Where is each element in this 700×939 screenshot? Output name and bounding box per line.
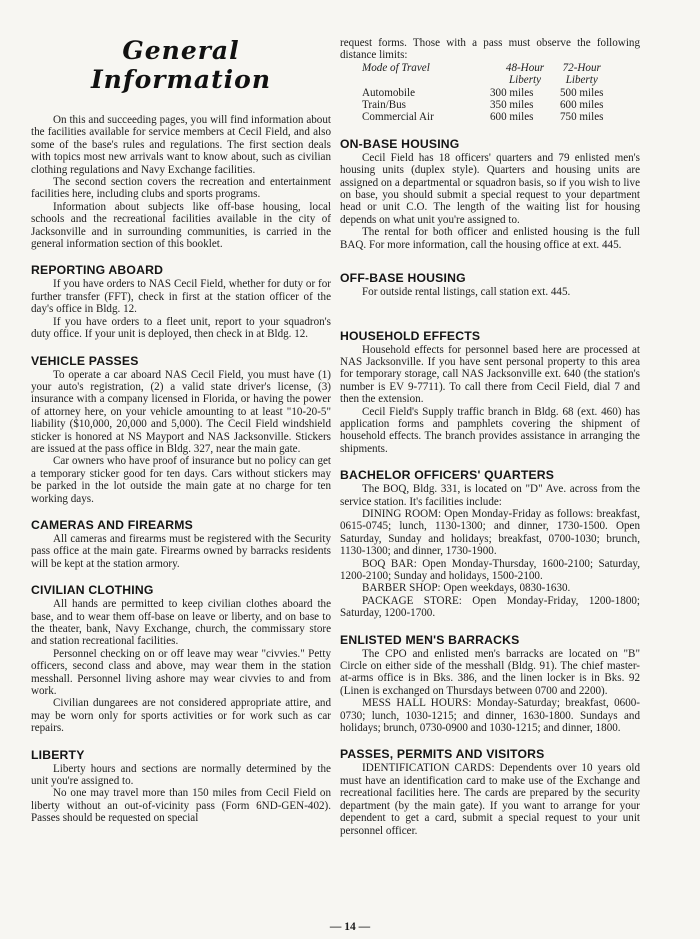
table-header-cell [362, 74, 490, 86]
right-column [340, 37, 640, 837]
section-paragraph: BOQ BAR: Open Monday-Thursday, 1600-2100; Saturday, 1200-2100; Sunday and holidays, 1500-2100. [340, 557, 640, 582]
section-heading: CIVILIAN CLOTHING [31, 583, 154, 598]
section-paragraph: MESS HALL HOURS: Monday-Saturday; breakfast, 0600-0730; lunch, 1030-1215; and dinner, 1630-1800. Sundays and holidays; brunch, 0730-0900 and 1030-1215; and dinner, 1800. [340, 697, 640, 735]
section-on-base-housing [340, 137, 640, 251]
section-paragraph: Car owners who have proof of insurance but no policy can get a temporary sticker good for ten days. Cars without stickers may be parked in the lot outside the main gate at no charge for ten working days. [31, 455, 331, 505]
section-paragraph: If you have orders to a fleet unit, report to your squadron's duty office. If your unit is deployed, then check in at Bldg. 12. [31, 315, 331, 341]
section-off-base-housing [340, 271, 640, 298]
page-title: General Information [90, 36, 272, 94]
table-header-cell: 48-Hour [505, 61, 545, 74]
section-paragraph: Civilian dungarees are not considered appropriate attire, and may be worn only for sports activities or for work such as car repairs. [31, 697, 331, 735]
section-heading: LIBERTY [31, 747, 85, 762]
section-paragraph: If you have orders to NAS Cecil Field, whether for duty or for further transfer (FFT), check in first at the station officer of the day's office in Bldg. 12. [31, 278, 331, 316]
table-row [362, 87, 603, 99]
table-header-cell: Mode of Travel [362, 61, 430, 74]
section-heading: HOUSEHOLD EFFECTS [340, 328, 481, 343]
table-cell: 300 miles [490, 86, 534, 99]
section-paragraph: BARBER SHOP: Open weekdays, 0830-1630. [362, 582, 571, 595]
table-row [362, 111, 603, 123]
section-heading: OFF-BASE HOUSING [340, 271, 466, 286]
table-cell: Train/Bus [362, 99, 406, 112]
section-paragraph: The CPO and enlisted men's barracks are located on "B" Circle on either side of the messhall (Bldg. 91). The chief master-at-arms office is in Bks. 386, and the linen locker is in Bks. 92 (Linen is exchanged on Thursdays between 0700 and 2200). [340, 647, 640, 697]
table-subheader-row [362, 74, 603, 86]
table-cell: 500 miles [560, 86, 604, 99]
section-paragraph: DINING ROOM: Open Monday-Friday as follows: breakfast, 0615-0745; lunch, 1130-1300; and dinner, 1730-1500. Open Saturday, Sunday and holidays; breakfast, 0700-1030; brunch, 1130-1300; and dinner, 1730-1900. [340, 507, 640, 558]
table-cell: 750 miles [560, 111, 604, 124]
intro-paragraph: On this and succeeding pages, you will find information about the facilities available for service members at Cecil Field, and also some of the base's rules and regulations. The first section deals with topics most new arrivals want to know about, such as civilian clothing regulations and Navy Exchange facilities. [31, 114, 331, 176]
section-heading: REPORTING ABOARD [31, 263, 164, 278]
table-cell: Commercial Air [362, 111, 434, 124]
table-header-cell: Liberty [508, 74, 542, 87]
section-heading: VEHICLE PASSES [31, 353, 139, 368]
table-header-cell: Liberty [565, 74, 598, 87]
section-heading: ON-BASE HOUSING [340, 136, 460, 151]
table-cell: Automobile [362, 86, 415, 99]
section-heading: CAMERAS AND FIREARMS [31, 517, 193, 532]
section-household-effects [340, 329, 640, 456]
section-enlisted-mens-barracks [340, 633, 640, 735]
section-paragraph: Personnel checking on or off leave may wear "civvies." Petty officers, second class and above, may wear them in the station messhall. Personnel living ashore may wear civvies to and from work. [31, 647, 331, 698]
section-heading: PASSES, PERMITS AND VISITORS [340, 747, 545, 762]
intro-paragraph: The second section covers the recreation and entertainment facilities here, including clubs and sports programs. [31, 176, 331, 201]
section-paragraph: Liberty hours and sections are normally determined by the unit you're assigned to. [31, 762, 331, 788]
table-cell: 600 miles [560, 99, 604, 112]
section-paragraph: All hands are permitted to keep civilian clothes aboard the base, and to wear them off-base on leave or liberty, and on base to the theater, bank, Navy Exchange, church, the commissary store and station recreational facilities. [31, 598, 331, 648]
section-paragraph: IDENTIFICATION CARDS: Dependents over 10 years old must have an identification card to make use of the Exchange and recreational facilities here. The cards are prepared by the security department (by the main gate). If you want to arrange for your dependent to get a card, submit a special request to your unit personnel officer. [340, 762, 640, 837]
section-paragraph: To operate a car aboard NAS Cecil Field, you must have (1) your auto's registration, (2) a valid state driver's license, (3) insurance with a company licensed in Florida, or having the power of attorney here, on your vehicle amounting to at least "10-20-5" liability ($10,000, 20,000 and 5,000). The Cecil Field windshield sticker is honored at NS Mayport and NAS Jacksonville. Stickers are issued at the pass office in Bldg. 327, near the main gate. [31, 368, 331, 455]
table-cell: 600 miles [490, 111, 534, 124]
section-paragraph: PACKAGE STORE: Open Monday-Friday, 1200-1800; Saturday, 1200-1700. [340, 594, 640, 620]
section-paragraph: No one may travel more than 150 miles from Cecil Field on liberty without an out-of-vicinity pass (Form 6ND-GEN-402). Passes should be requested on special [31, 787, 331, 825]
liberty-continued-paragraph: request forms. Those with a pass must observe the following distance limits: [340, 37, 640, 62]
section-paragraph: For outside rental listings, call station ext. 445. [362, 286, 571, 299]
section-liberty [31, 748, 331, 825]
left-column [31, 36, 331, 825]
section-paragraph: All cameras and firearms must be registered with the Security pass office at the main gate. Firearms owned by barracks residents will be kept at the station armory. [31, 532, 331, 570]
section-paragraph: The BOQ, Bldg. 331, is located on "D" Ave. across from the service station. It's facilities include: [340, 483, 640, 508]
section-vehicle-passes [31, 354, 331, 505]
intro-paragraph: Information about subjects like off-base housing, local schools and the recreational facilities available in the city of Jacksonville and in surrounding communities, is carried in the general information section of this booklet. [31, 200, 331, 251]
section-civilian-clothing [31, 583, 331, 734]
distance-limits-table [362, 62, 603, 124]
section-cameras-firearms [31, 518, 331, 570]
section-heading: BACHELOR OFFICERS' QUARTERS [340, 468, 555, 483]
section-paragraph: Cecil Field's Supply traffic branch in Bldg. 68 (ext. 460) has application forms and pamphlets covering the shipment of household effects. The branch provides assistance in arranging the shipments. [340, 405, 640, 455]
section-passes-permits-visitors [340, 747, 640, 836]
table-header-row [362, 62, 603, 74]
intro-section [31, 114, 331, 250]
section-heading: ENLISTED MEN'S BARRACKS [340, 632, 520, 647]
table-row [362, 99, 603, 111]
section-paragraph: Cecil Field has 18 officers' quarters and 79 enlisted men's housing units (duplex style). Quarters and housing units are assigned on a departmental or squadron basis, so if you wish to live on base, you should submit a special request to your department head or unit C.O. The length of the waiting list for housing depends on what unit you're assigned to. [340, 151, 640, 226]
table-header-cell: 72-Hour [562, 61, 601, 74]
table-cell: 350 miles [490, 99, 534, 112]
section-bachelor-officers-quarters [340, 468, 640, 619]
section-paragraph: Household effects for personnel based here are processed at NAS Jacksonville. If you have sent personal property to this area for temporary storage, call NAS Jacksonville ext. 640 (the station's number is EV 9-7711). To call there from Cecil Field, dial 7 and then the extension. [340, 343, 640, 406]
page-number: — 14 — [329, 921, 371, 933]
section-paragraph: The rental for both officer and enlisted housing is the full BAQ. For more information, call the housing office at ext. 445. [340, 226, 640, 251]
section-reporting-aboard [31, 263, 331, 340]
